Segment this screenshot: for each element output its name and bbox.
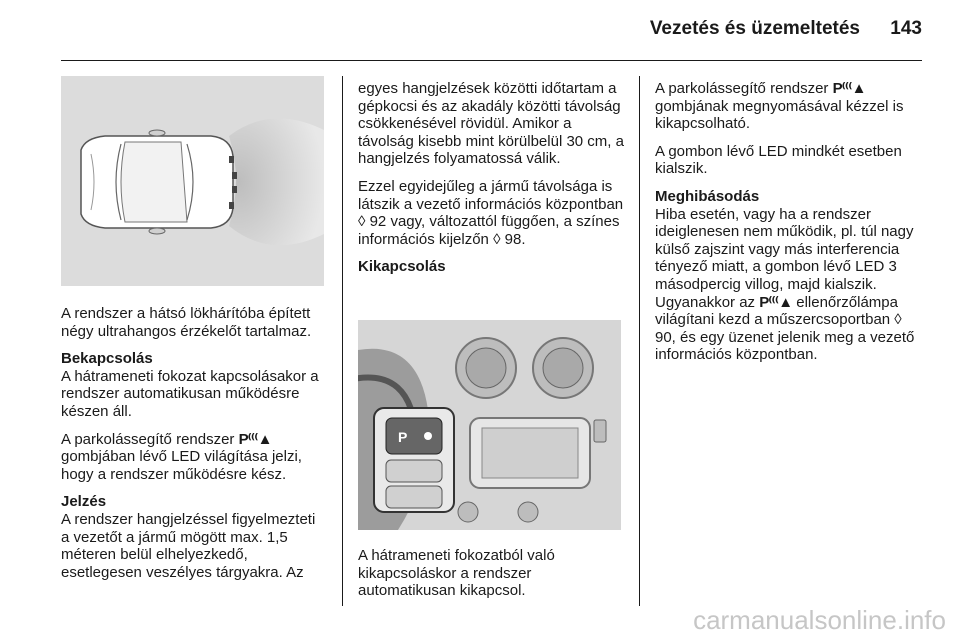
interval-paragraph: egyes hangjelzések közötti időtartam a gépkocsi és az akadály közötti távolság csökkenésével rövidül. Amikor a távolság kisebb mint körülbelül 30 cm, a hangjelzés folyamatossá válik. <box>358 80 624 168</box>
deactivation-paragraph: A hátrameneti fokozatból való kikapcsoláskor a rendszer automatikusan kikapcsol. <box>358 547 555 600</box>
parking-assist-icon: P⁽⁽⁽▲ <box>832 80 866 97</box>
column-divider-1 <box>342 76 343 606</box>
svg-text:P: P <box>398 429 408 445</box>
led-text-a: A parkolássegítő rendszer <box>61 430 235 448</box>
led-paragraph <box>61 431 326 484</box>
fault-text-b: ellenőrzőlámpa világítani kezd a műszercsoportban <box>655 293 898 329</box>
manual-text-b: gombjának megnyomásával kézzel is kikapcsolható. <box>655 97 904 133</box>
text-column-3 <box>655 80 923 364</box>
page-number: 143 <box>890 18 922 39</box>
dashboard-button-figure <box>358 320 621 530</box>
manual-off-paragraph <box>655 80 923 133</box>
text-column-2b <box>358 547 624 600</box>
column-divider-2 <box>639 76 640 606</box>
activation-heading: Bekapcsolás <box>61 350 153 368</box>
car-topview-illustration <box>61 76 324 286</box>
dashboard-illustration <box>358 320 621 530</box>
text-column-2 <box>358 80 624 276</box>
text-column-1 <box>61 305 326 581</box>
reference-arrow-icon: ◊ <box>358 213 366 231</box>
intro-paragraph: A rendszer a hátsó lökhárítóba épített négy ultrahangos érzékelőt tartalmaz. <box>61 305 312 340</box>
fault-text-c: és egy üzenet jelenik meg a vezető információs központban. <box>655 328 915 364</box>
fault-text-a: Hiba esetén, vagy ha a rendszer ideiglenesen nem működik, pl. túl nagy külső zajszint vagy más interferencia tényező miatt, a gombon lévő LED 3 másodpercig villog, majd kialszik. Ugyanakkor az <box>655 205 914 311</box>
reference-arrow-icon: ◊ <box>493 230 501 248</box>
reference-arrow-icon: ◊ <box>894 311 902 329</box>
fault-page-ref: 90, <box>655 328 676 346</box>
display-page-ref-1: 92 <box>369 213 387 231</box>
watermark: carmanualsonline.info <box>693 605 946 635</box>
signal-paragraph: A rendszer hangjelzéssel figyelmezteti a vezetőt a jármű mögött max. 1,5 méteren belül elhelyezkedő, esetlegesen veszélyes tárgyakra. Az <box>61 510 316 581</box>
car-sensor-figure <box>61 76 324 286</box>
deactivation-heading: Kikapcsolás <box>358 258 446 276</box>
signal-heading: Jelzés <box>61 493 107 511</box>
fault-paragraph <box>655 206 923 364</box>
manual-text-a: A parkolássegítő rendszer <box>655 80 829 97</box>
header-divider <box>61 60 922 61</box>
led-text-b: gombjában lévő LED világítása jelzi, hogy a rendszer működésre kész. <box>61 448 302 483</box>
display-page-ref-2: 98. <box>504 230 526 248</box>
display-text-b: vagy, változattól függően, a színes információs kijelzőn <box>358 213 620 248</box>
display-paragraph <box>358 178 624 248</box>
page-title: Vezetés és üzemeltetés <box>649 18 860 39</box>
parking-assist-icon: P⁽⁽⁽▲ <box>759 293 793 311</box>
fault-heading: Meghibásodás <box>655 187 760 205</box>
activation-paragraph: A hátrameneti fokozat kapcsolásakor a rendszer automatikusan működésre készen áll. <box>61 367 319 420</box>
led-off-paragraph: A gombon lévő LED mindkét esetben kialszik. <box>655 142 902 178</box>
parking-assist-icon: P⁽⁽⁽▲ <box>238 430 272 448</box>
display-text-a: Ezzel egyidejűleg a jármű távolsága is látszik a vezető információs központban <box>358 177 624 213</box>
